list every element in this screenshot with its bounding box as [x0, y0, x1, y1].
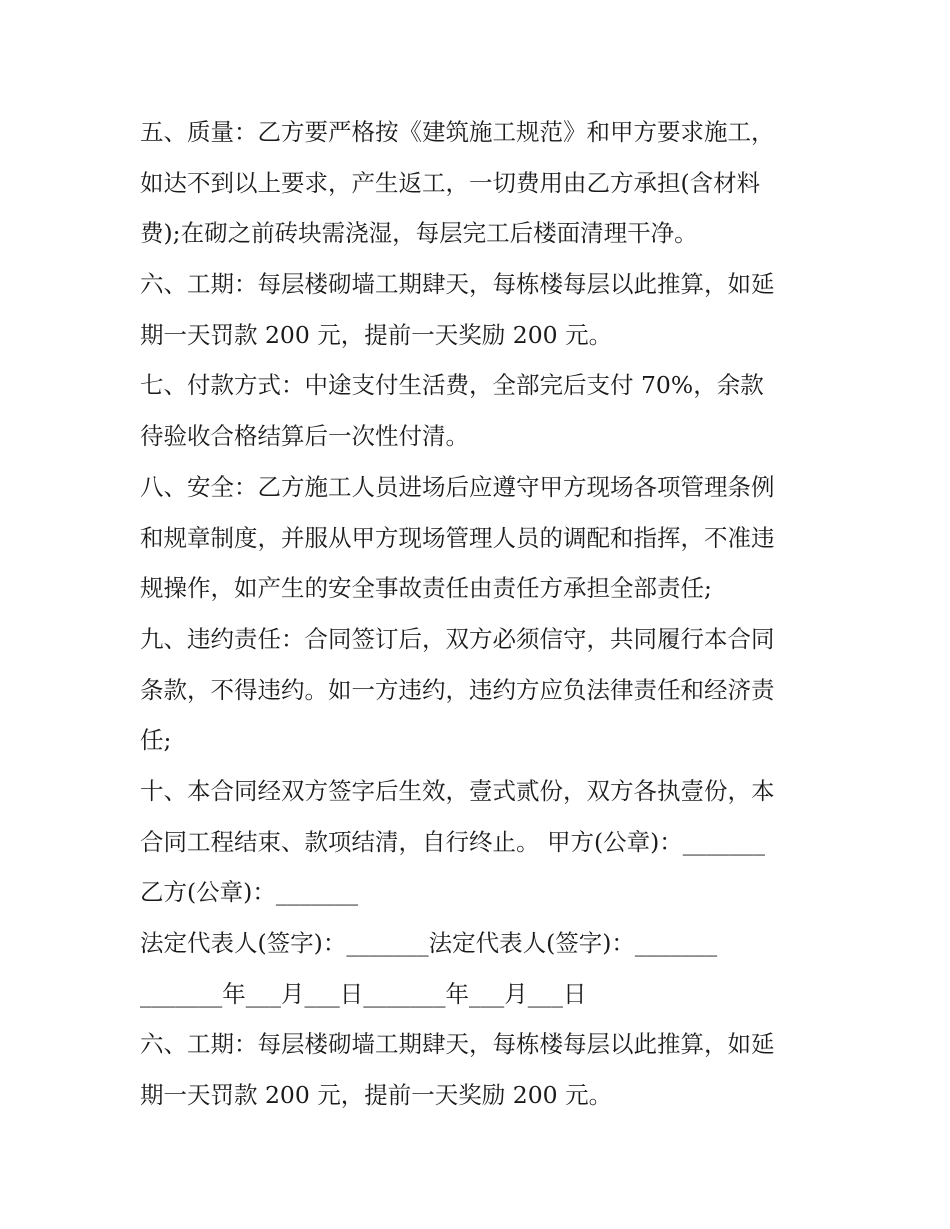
clause-effect-line-1: 十、本合同经双方签字后生效，壹式贰份，双方各执壹份，本 [140, 776, 775, 805]
party-b-seal-line: 乙方(公章)：_______ [140, 878, 359, 907]
clause-quality-line-3: 费);在砌之前砖块需浇湿，每层完工后楼面清理干净。 [140, 219, 698, 248]
clause-breach-line-1: 九、违约责任：合同签订后，双方必须信守，共同履行本合同 [140, 624, 775, 653]
legal-representative-line: 法定代表人(签字)：_______法定代表人(签字)：_______ [140, 929, 718, 957]
clause-quality-line-1: 五、质量：乙方要严格按《建筑施工规范》和甲方要求施工， [140, 118, 775, 146]
document-body [140, 107, 820, 1121]
clause-breach-line-3: 任; [140, 726, 172, 755]
date-line: _______年___月___日_______年___月___日 [140, 979, 587, 1008]
clause-effect-line-2: 合同工程结束、款项结清，自行终止。 甲方(公章)：_______ [140, 827, 766, 856]
clause-breach-line-2: 条款，不得违约。如一方违约，违约方应负法律责任和经济责 [140, 675, 775, 704]
clause-schedule-line-1: 六、工期：每层楼砌墙工期肆天，每栋楼每层以此推算，如延 [140, 270, 775, 299]
clause-schedule-repeat-line-2: 期一天罚款 200 元，提前一天奖励 200 元。 [140, 1081, 613, 1110]
clause-safety-line-2: 和规章制度，并服从甲方现场管理人员的调配和指挥，不准违 [140, 523, 775, 552]
clause-safety-line-1: 八、安全：乙方施工人员进场后应遵守甲方现场各项管理条例 [140, 472, 775, 501]
clause-payment-line-2: 待验收合格结算后一次性付清。 [140, 422, 469, 451]
clause-schedule-line-2: 期一天罚款 200 元，提前一天奖励 200 元。 [140, 320, 613, 349]
clause-quality-line-2: 如达不到以上要求，产生返工，一切费用由乙方承担(含材料 [140, 168, 761, 197]
clause-payment-line-1: 七、付款方式：中途支付生活费，全部完后支付 70%，余款 [140, 371, 764, 400]
clause-safety-line-3: 规操作，如产生的安全事故责任由责任方承担全部责任; [140, 574, 712, 603]
clause-schedule-repeat-line-1: 六、工期：每层楼砌墙工期肆天，每栋楼每层以此推算，如延 [140, 1030, 775, 1059]
